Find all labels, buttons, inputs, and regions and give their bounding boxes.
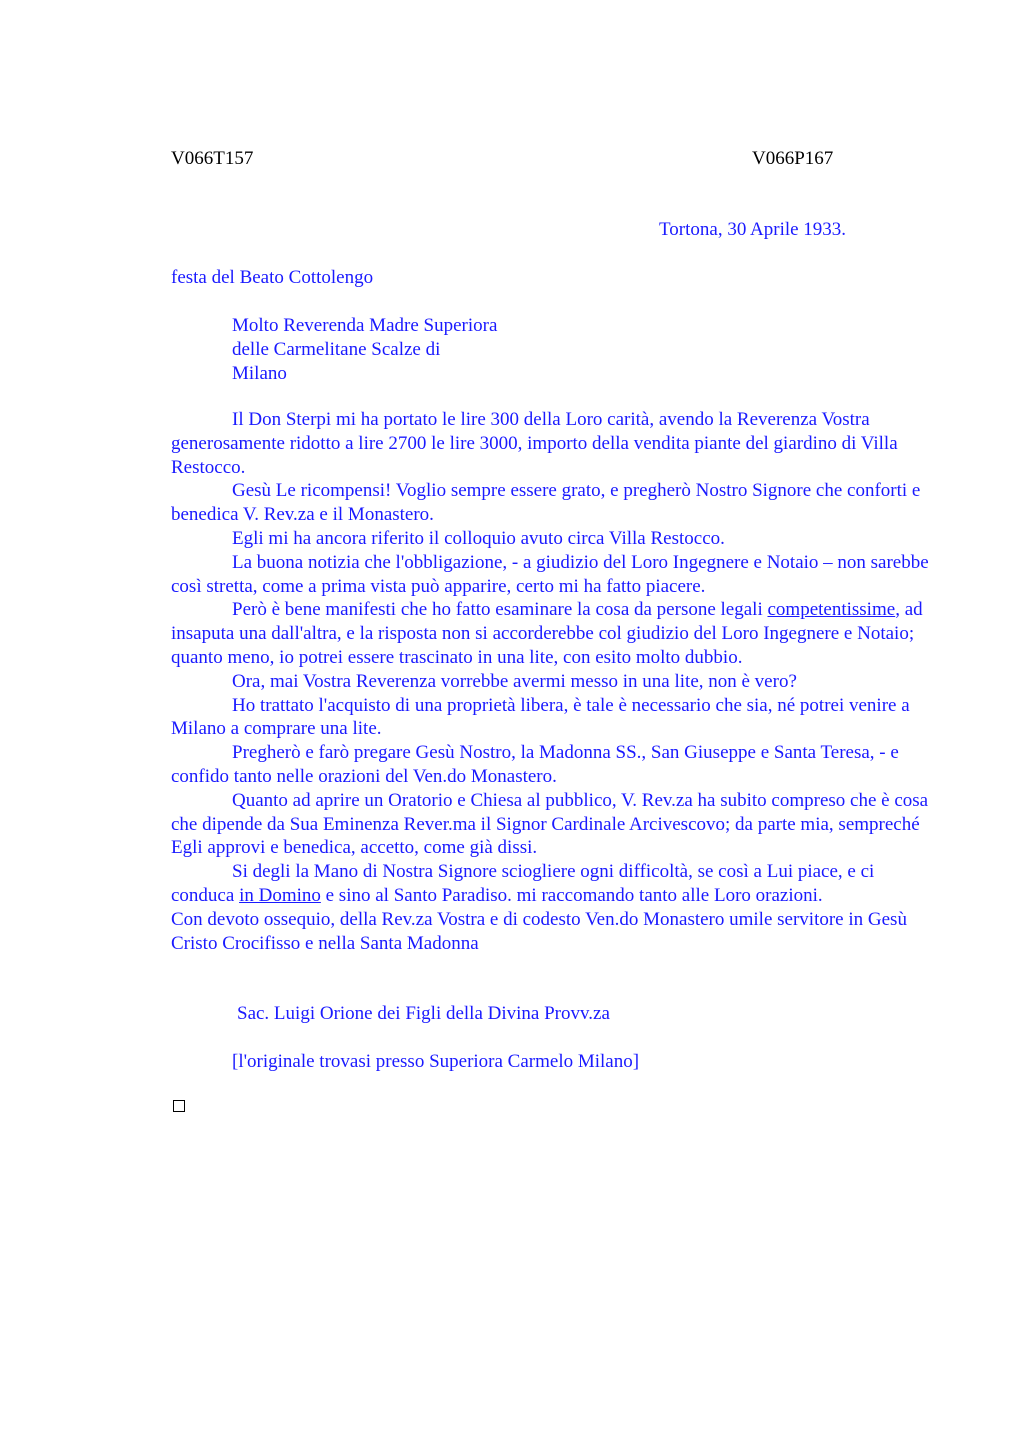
date-line: Tortona, 30 Aprile 1933.	[659, 219, 847, 240]
paragraph-9: Quanto ad aprire un Oratorio e Chiesa al pubblico, V. Rev.za ha subito compreso che è cosa che dipende da Sua Eminenza Rever.ma il Signor Cardinale Arcivescovo; da parte mia, sempreché Egli approvi e benedica, accetto, come già dissi.	[171, 789, 929, 859]
address-line-3: Milano	[232, 362, 287, 384]
paragraph-8: Pregherò e farò pregare Gesù Nostro, la Madonna SS., San Giuseppe e Santa Teresa, - e confido tanto nelle orazioni del Ven.do Monastero.	[171, 742, 899, 787]
checkbox-glyph-icon	[173, 1100, 185, 1112]
paragraph-6: Ora, mai Vostra Reverenza vorrebbe avermi messo in una lite, non è vero?	[232, 670, 797, 692]
paragraph-10-end: e sino al Santo Paradiso. mi raccomando tanto alle Loro orazioni.	[320, 884, 823, 906]
paragraph-2: Gesù Le ricompensi! Voglio sempre essere grato, e pregherò Nostro Signore che conforti e benedica V. Rev.za e il Monastero.	[171, 480, 921, 526]
paragraph-5	[171, 598, 931, 669]
paragraph-5-end: , ad insaputa una dall'altra, e la risposta non si accorderebbe col giudizio del Loro Ingegnere e Notaio; quanto meno, io potrei essere trascinato in una lite, con esito molto dubbio.	[171, 599, 923, 668]
feast-line: festa del Beato Cottolengo	[171, 267, 374, 288]
document-code-right: V066P167	[752, 148, 834, 169]
address-line-2: delle Carmelitane Scalze di	[232, 338, 441, 360]
signature: Sac. Luigi Orione dei Figli della Divina Provv.za	[237, 1003, 610, 1024]
paragraph-5-start: Però è bene manifesti che ho fatto esaminare la cosa da persone legali	[232, 599, 768, 621]
paragraph-10	[171, 860, 931, 908]
paragraph-1: Il Don Sterpi mi ha portato le lire 300 della Loro carità, avendo la Reverenza Vostra generosamente ridotto a lire 2700 le lire 3000, importo della vendita piante del giardino di Villa Restocco.	[171, 409, 898, 478]
address-line-1: Molto Reverenda Madre Superiora	[232, 315, 498, 336]
closing-paragraph: Con devoto ossequio, della Rev.za Vostra e di codesto Ven.do Monastero umile servitore in Gesù Cristo Crocifisso e nella Santa Madonna	[171, 908, 907, 954]
archive-note: [l'originale trovasi presso Superiora Carmelo Milano]	[232, 1051, 640, 1072]
underlined-phrase: in Domino	[239, 884, 321, 906]
paragraph-10-start: Si degli la Mano di Nostra Signore sciogliere ogni difficoltà, se così a Lui piace, e ci conduca	[171, 861, 875, 906]
recipient-address	[232, 314, 497, 385]
underlined-word: competentissime	[767, 599, 896, 621]
document-code-left: V066T157	[171, 148, 254, 169]
paragraph-4: La buona notizia che l'obbligazione, - a giudizio del Loro Ingegnere e Notaio – non sarebbe così stretta, come a prima vista può apparire, certo mi ha fatto piacere.	[171, 551, 929, 597]
letter-body	[171, 408, 931, 955]
paragraph-7: Ho trattato l'acquisto di una proprietà libera, è tale è necessario che sia, né potrei venire a Milano a comprare una lite.	[171, 694, 910, 740]
paragraph-3: Egli mi ha ancora riferito il colloquio avuto circa Villa Restocco.	[232, 527, 725, 549]
